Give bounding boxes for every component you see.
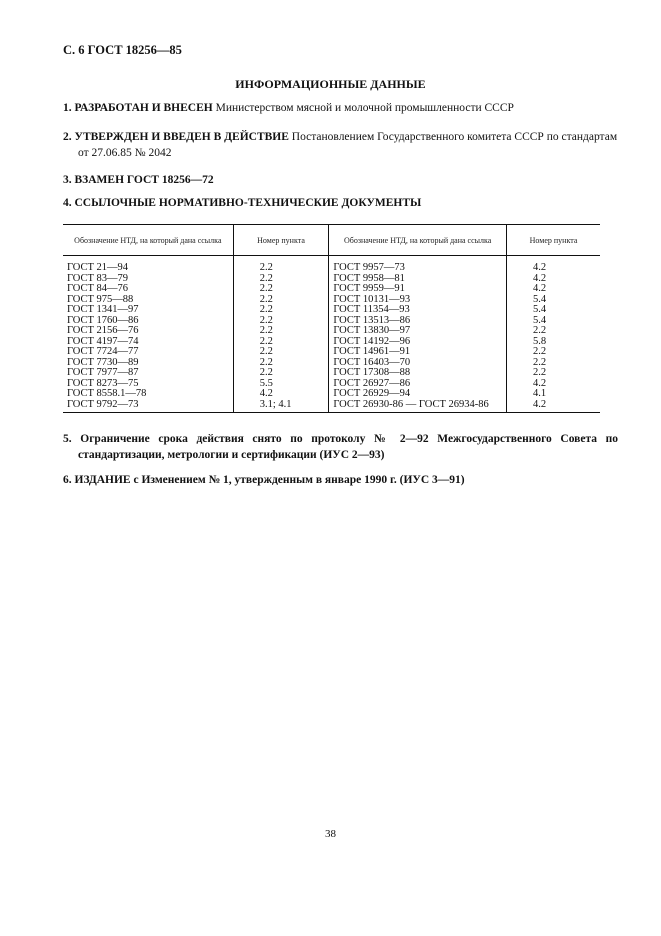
cell-document: ГОСТ 9792—73 [63, 400, 233, 413]
cell-clause: 2.2 [233, 337, 329, 348]
cell-document: ГОСТ 975—88 [67, 293, 134, 305]
item-number: 2. [63, 131, 72, 143]
table-row [63, 368, 600, 379]
cell-clause: 4.2 [507, 274, 600, 285]
cell-document: ГОСТ 2156—76 [67, 325, 139, 336]
table-row [63, 358, 600, 369]
column-header-document: Обозначение НТД, на который дана ссылка [63, 225, 233, 256]
cell-clause: 2.2 [233, 284, 329, 295]
item-number: 4. [63, 197, 72, 209]
cell-clause: 4.2 [507, 256, 600, 274]
cell-clause: 4.1 [507, 389, 600, 400]
item-lead: ИЗДАНИЕ с Изменением № 1, утвержденным в январе 1990 г. (ИУС 3—91) [74, 474, 465, 486]
cell-document: ГОСТ 1341—97 [67, 304, 139, 315]
cell-document: ГОСТ 26929—94 [329, 389, 507, 400]
table-row [63, 295, 600, 306]
cell-clause: 2.2 [233, 368, 329, 379]
info-item-6 [63, 472, 603, 488]
item-lead: УТВЕРЖДЕН И ВВЕДЕН В ДЕЙСТВИЕ [74, 131, 289, 143]
cell-document: ГОСТ 10131—93 [329, 295, 507, 306]
cell-document: ГОСТ 11354—93 [329, 305, 507, 316]
item-number: 5. [63, 433, 72, 445]
cell-clause: 2.2 [507, 358, 600, 369]
cell-clause: 2.2 [507, 347, 600, 358]
cell-clause: 4.2 [507, 400, 600, 413]
cell-document: ГОСТ 7730—89 [67, 356, 139, 368]
cell-document: ГОСТ 16403—70 [329, 358, 507, 369]
cell-document: ГОСТ 7724—77 [67, 346, 139, 357]
cell-document: ГОСТ 14961—91 [329, 347, 507, 358]
cell-document: ГОСТ 1760—86 [67, 314, 139, 326]
cell-clause: 2.2 [233, 256, 329, 274]
cell-document: ГОСТ 4197—74 [67, 335, 139, 347]
cell-clause: 2.2 [233, 358, 329, 369]
cell-clause: 4.2 [507, 284, 600, 295]
page-header: С. 6 ГОСТ 18256—85 [63, 43, 182, 57]
table-row [63, 274, 600, 285]
cell-clause: 2.2 [233, 326, 329, 337]
table-header-row [63, 225, 600, 256]
info-item-1 [63, 100, 603, 116]
cell-document: ГОСТ 9959—91 [329, 284, 507, 295]
item-lead: ВЗАМЕН ГОСТ 18256—72 [74, 174, 214, 186]
reference-documents-table [63, 224, 600, 413]
cell-clause: 2.2 [233, 316, 329, 327]
page-number: 38 [325, 828, 336, 840]
table-row [63, 284, 600, 295]
table-row [63, 316, 600, 327]
cell-clause: 5.5 [233, 379, 329, 390]
column-header-clause: Номер пункта [507, 225, 600, 256]
cell-document: ГОСТ 8558.1—78 [67, 388, 147, 399]
item-text: Постановлением Государственного комитета СССР по стандартам от 27.06.85 № 2042 [78, 131, 618, 159]
column-header-document: Обозначение НТД, на который дана ссылка [329, 225, 507, 256]
table-row [63, 389, 600, 400]
cell-clause: 2.2 [507, 326, 600, 337]
cell-clause: 5.4 [507, 316, 600, 327]
table-row [63, 400, 600, 413]
cell-document: ГОСТ 7977—87 [67, 367, 139, 378]
item-number: 3. [63, 174, 72, 186]
cell-document: ГОСТ 83—79 [67, 272, 129, 284]
table-row [63, 256, 600, 274]
column-header-clause: Номер пункта [233, 225, 329, 256]
item-lead: РАЗРАБОТАН И ВНЕСЕН [74, 102, 213, 114]
cell-clause: 3.1; 4.1 [233, 400, 329, 413]
cell-clause: 4.2 [233, 389, 329, 400]
cell-clause: 2.2 [233, 305, 329, 316]
cell-clause: 5.4 [507, 305, 600, 316]
cell-clause: 4.2 [507, 379, 600, 390]
cell-document: ГОСТ 26927—86 [329, 379, 507, 390]
cell-clause: 2.2 [507, 368, 600, 379]
info-item-2 [63, 129, 618, 161]
cell-document: ГОСТ 13513—86 [329, 316, 507, 327]
item-lead: ССЫЛОЧНЫЕ НОРМАТИВНО-ТЕХНИЧЕСКИЕ ДОКУМЕНТЫ [74, 197, 422, 209]
cell-document: ГОСТ 21—94 [67, 262, 129, 273]
cell-document: ГОСТ 26930-86 — ГОСТ 26934-86 [329, 400, 507, 413]
cell-document: ГОСТ 17308—88 [329, 368, 507, 379]
cell-clause: 5.8 [507, 337, 600, 348]
table-row [63, 326, 600, 337]
cell-document: ГОСТ 84—76 [67, 283, 129, 294]
table-body [63, 256, 600, 413]
info-item-4 [63, 195, 603, 211]
item-text: Министерством мясной и молочной промышленности СССР [212, 102, 514, 114]
item-number: 6. [63, 474, 72, 486]
cell-clause: 5.4 [507, 295, 600, 306]
info-item-5 [63, 431, 618, 463]
cell-document: ГОСТ 8273—75 [67, 377, 139, 389]
table-row [63, 347, 600, 358]
cell-document: ГОСТ 13830—97 [329, 326, 507, 337]
info-item-3 [63, 172, 603, 188]
table-row [63, 337, 600, 348]
document-title: ИНФОРМАЦИОННЫЕ ДАННЫЕ [235, 77, 426, 91]
cell-clause: 2.2 [233, 347, 329, 358]
cell-document: ГОСТ 9957—73 [329, 256, 507, 274]
cell-document: ГОСТ 9958—81 [329, 274, 507, 285]
item-lead: Ограничение срока действия снято по протоколу № 2—92 Межгосударственного Совета по стандартизации, метрологии и сертификации (ИУС 2—93) [78, 433, 619, 461]
cell-clause: 2.2 [233, 295, 329, 306]
item-number: 1. [63, 102, 72, 114]
table-row [63, 305, 600, 316]
cell-clause: 2.2 [233, 274, 329, 285]
cell-document: ГОСТ 14192—96 [329, 337, 507, 348]
